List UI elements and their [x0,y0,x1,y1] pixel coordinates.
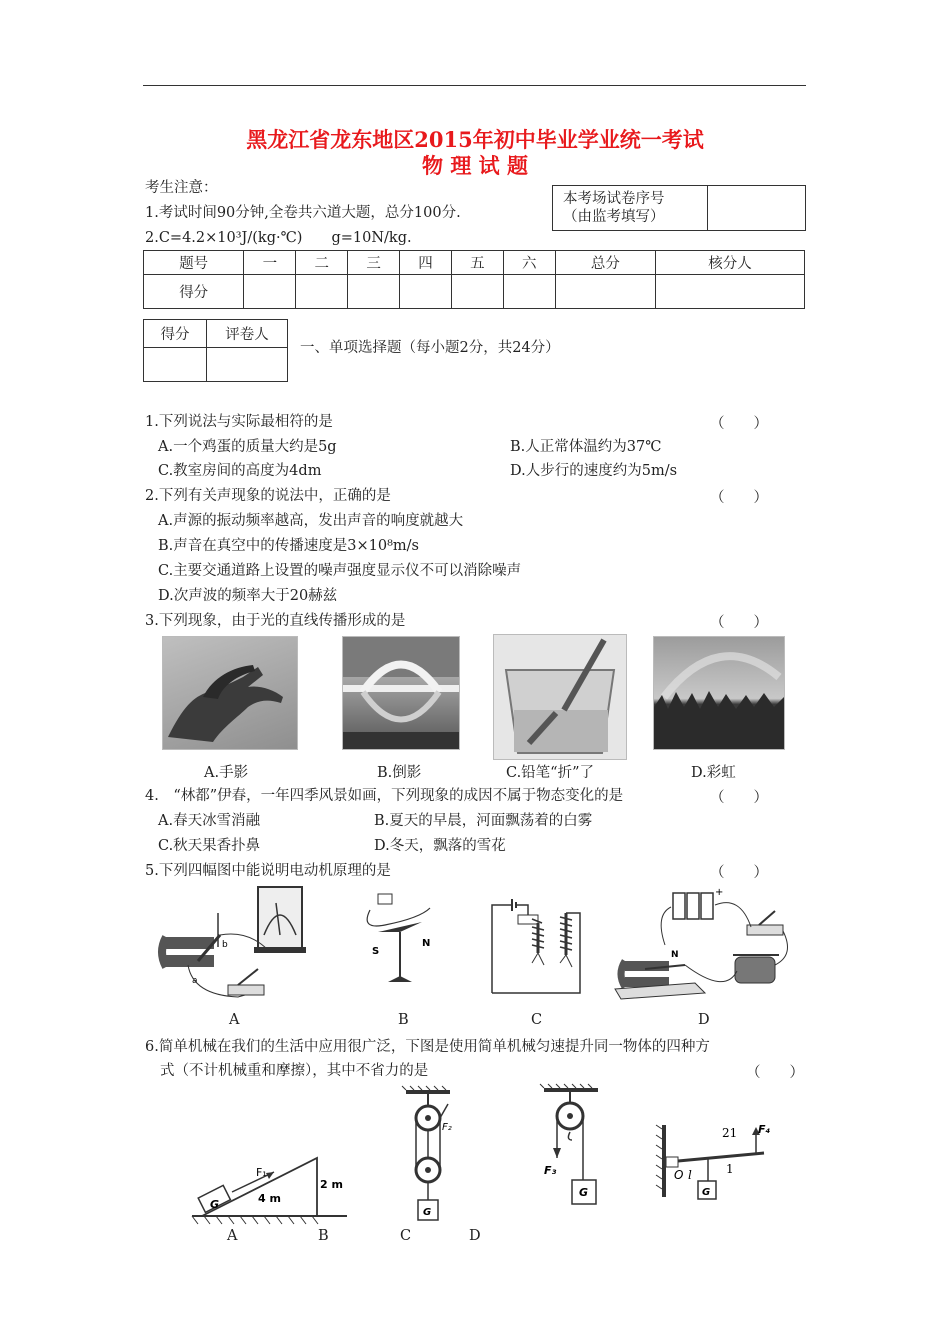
q5-figure-c-electromagnets [488,893,588,1003]
rainbow-photo [653,636,785,750]
grader-name-header: 评卷人 [207,320,288,348]
q6-figure-b-pulley-block [398,1090,468,1225]
q6-option-b: B [318,1228,329,1244]
seat-box-line2: （由监考填写） [563,209,665,225]
q6-stem-line2: 式（不计机械重和摩擦），其中不省力的是 [160,1063,429,1079]
q1-stem: 1.下列说法与实际最相符的是 [145,414,333,430]
score-header: 五 [451,251,503,275]
q5-label-b: b [222,940,228,950]
q6d-label-21: 21 [722,1126,738,1140]
score-row-label: 得分 [144,275,244,309]
page-subtitle: 物 理 试 题 [422,153,528,178]
score-cell[interactable] [244,275,296,309]
q6a-label-g: G [210,1198,220,1211]
q6c-label-g: G [579,1186,589,1199]
q6a-label-2m: 2 m [320,1178,343,1191]
score-cell[interactable] [348,275,400,309]
q3-option-d: D.彩虹 [691,765,736,781]
q4-option-b: B.夏天的早晨，河面飘荡着的白雾 [374,813,593,829]
score-cell[interactable] [451,275,503,309]
grader-table [143,319,288,382]
q3-option-b: B.倒影 [377,765,422,781]
q6b-label-g: G [423,1207,432,1218]
q5-label-n: N [422,938,431,949]
score-header: 总分 [555,251,655,275]
score-cell[interactable] [296,275,348,309]
q3-answer-paren[interactable]: （ ） [710,615,768,631]
q2-stem: 2.下列有关声现象的说法中，正确的是 [145,488,391,504]
q6b-label-f2: F₂ [442,1122,452,1133]
hand-shadow-photo [162,636,298,750]
q5-figure-d-motor-circuit [615,885,795,1005]
q5-option-a: A [229,1012,240,1028]
q6d-label-f4: F₄ [758,1123,771,1136]
q5-figure-b-compass [360,890,450,1005]
notice-item-1: 1.考试时间90分钟,全卷共六道大题，总分100分. [145,205,461,221]
seat-number-field[interactable] [708,186,806,231]
score-cell[interactable] [656,275,805,309]
q6d-label-1: 1 [726,1162,734,1176]
page-title: 黑龙江省龙东地区2015年初中毕业学业统一考试 [246,127,704,152]
score-header: 一 [244,251,296,275]
q5-option-b: B [398,1012,409,1028]
score-header: 核分人 [656,251,805,275]
q3-stem: 3.下列现象，由于光的直线传播形成的是 [145,613,406,629]
q4-option-a: A.春天冰雪消融 [158,813,261,829]
score-cell[interactable] [555,275,655,309]
grader-score-header: 得分 [144,320,207,348]
q5-stem: 5.下列四幅图中能说明电动机原理的是 [145,863,391,879]
seat-number-box [552,185,806,231]
q6-figure-a-incline [192,1150,352,1225]
pencil-in-water-photo [493,634,627,760]
q6c-label-f3: F₃ [544,1164,557,1177]
q4-option-d: D.冬天，飘落的雪花 [374,838,506,854]
q6-figure-d-lever [652,1095,772,1205]
q6-figure-c-fixed-pulley [530,1088,610,1218]
grader-name-cell[interactable] [207,348,288,382]
q2-answer-paren[interactable]: （ ） [710,490,768,506]
score-header: 六 [503,251,555,275]
q6-answer-paren[interactable]: （ ） [746,1065,804,1081]
q4-option-c: C.秋天果香扑鼻 [158,838,261,854]
bridge-reflection-photo [342,636,460,750]
q5-option-d: D [698,1012,710,1028]
q6-option-a: A [227,1228,238,1244]
q2-option-b: B.声音在真空中的传播速度是3×10⁸m/s [158,538,419,554]
q6-stem-line1: 6.简单机械在我们的生活中应用很广泛，下图是使用简单机械匀速提升同一物体的四种方 [145,1039,710,1055]
q3-option-c: C.铅笔“折”了 [506,765,595,781]
notice-heading: 考生注意： [145,180,218,196]
q5-option-c: C [531,1012,543,1028]
q4-stem: 4. “林都”伊春，一年四季风景如画，下列现象的成因不属于物态变化的是 [145,788,624,804]
q3-option-a: A.手影 [204,765,249,781]
q1-option-c: C.教室房间的高度为4dm [158,463,322,479]
score-cell[interactable] [400,275,452,309]
top-rule [143,85,806,86]
notice-item-2: 2.C=4.2×10³J/(kg·℃) g=10N/kg. [145,230,412,246]
q5-label-a: a [192,976,198,986]
q6d-label-o: O [674,1168,684,1182]
q1-option-b: B.人正常体温约为37℃ [510,439,662,455]
seat-box-line1: 本考场试卷序号 [563,191,665,207]
score-header: 二 [296,251,348,275]
q6-option-c: C [400,1228,412,1244]
q5-label-s: S [372,946,380,957]
q6a-label-4m: 4 m [258,1192,281,1205]
q2-option-d: D.次声波的频率大于20赫兹 [158,588,338,604]
q6-option-d: D [469,1228,481,1244]
score-header: 四 [400,251,452,275]
q6a-label-f1: F₁ [256,1166,267,1179]
score-table [143,250,805,309]
svg-text:+: + [715,887,724,898]
score-header: 三 [348,251,400,275]
score-header: 题号 [144,251,244,275]
q5-answer-paren[interactable]: （ ） [710,865,768,881]
q4-answer-paren[interactable]: （ ） [710,790,768,806]
q6d-label-g: G [702,1187,711,1198]
q2-option-a: A.声源的振动频率越高，发出声音的响度就越大 [158,513,464,529]
section-1-title: 一、单项选择题（每小题2分，共24分） [300,340,560,356]
q2-option-c: C.主要交通道路上设置的噪声强度显示仪不可以消除噪声 [158,563,522,579]
score-cell[interactable] [503,275,555,309]
q1-option-a: A.一个鸡蛋的质量大约是5g [158,439,337,455]
q1-answer-paren[interactable]: （ ） [710,416,768,432]
q6d-label-l: l [688,1168,692,1182]
q5d-label-n: N [671,950,679,960]
q1-option-d: D.人步行的速度约为5m/s [510,463,678,479]
grader-score-cell[interactable] [144,348,207,382]
q5-figure-a-motor-setup [158,885,308,1005]
